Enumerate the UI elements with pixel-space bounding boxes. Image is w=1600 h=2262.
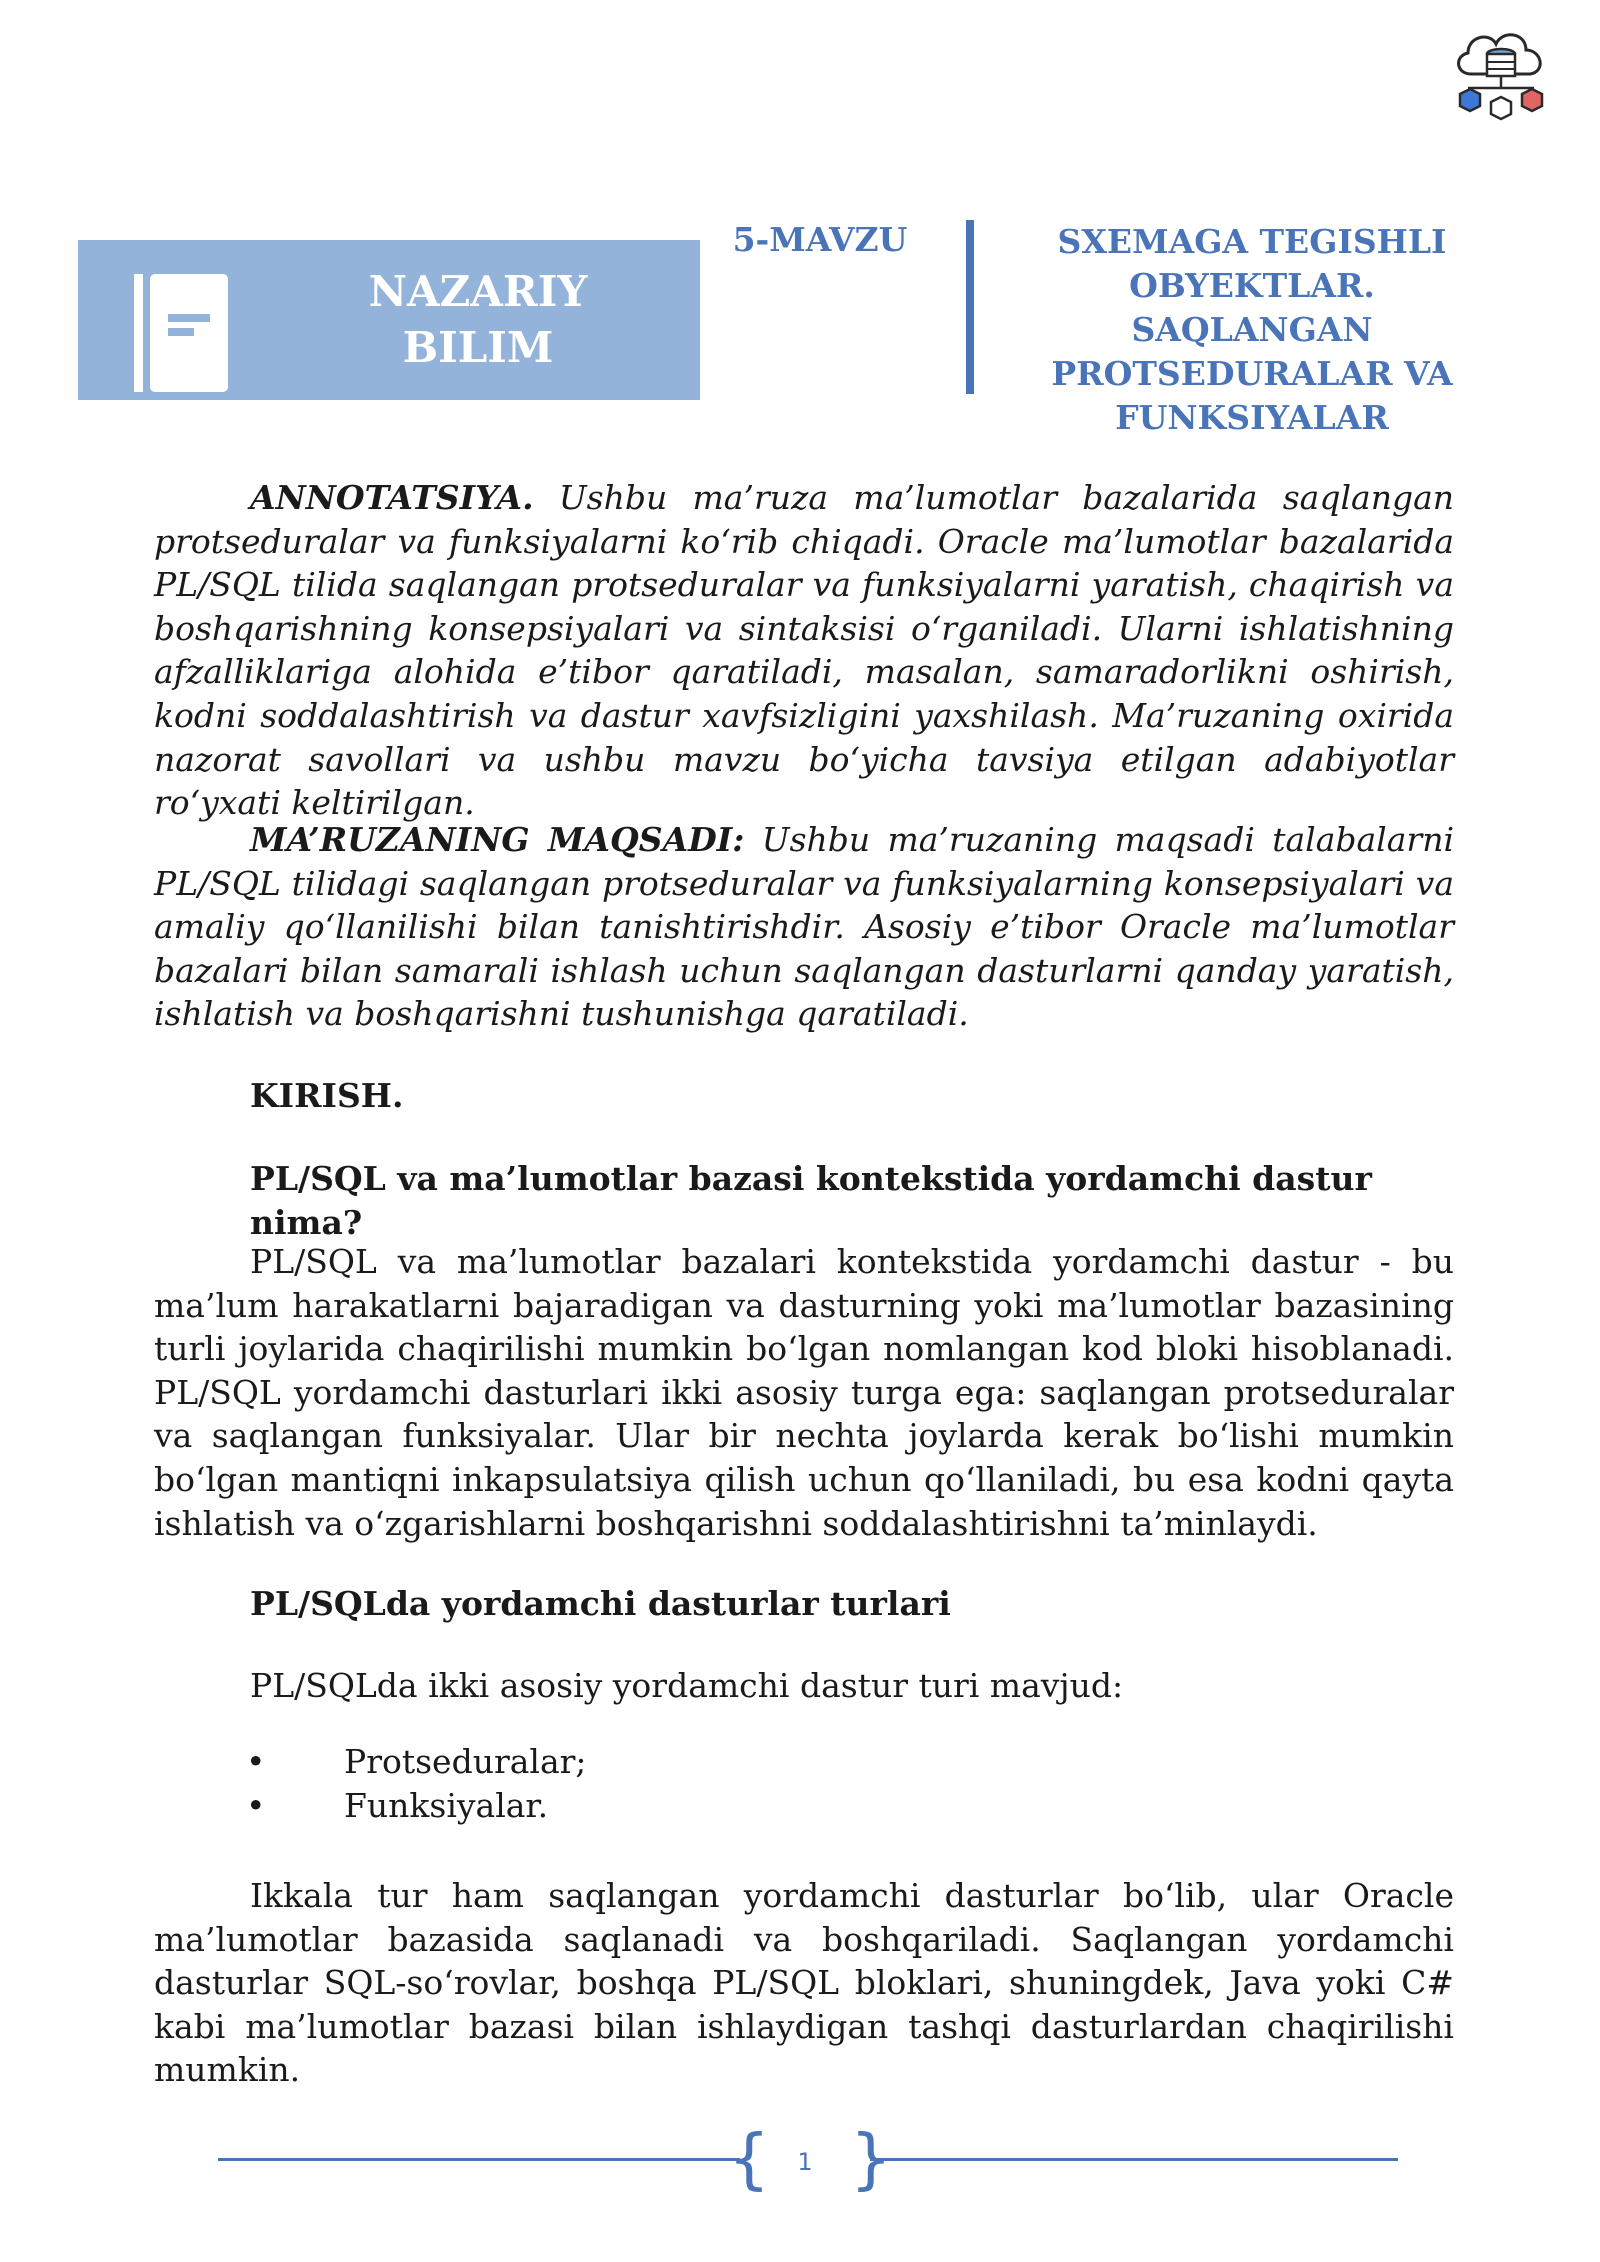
footer-brace-right: } xyxy=(850,2120,892,2197)
goal-paragraph xyxy=(154,818,1454,1036)
banner-title xyxy=(328,250,628,390)
book-icon xyxy=(134,274,228,392)
banner-title-line2: BILIM xyxy=(402,323,554,372)
banner-title-line1: NAZARIY xyxy=(368,267,588,316)
cloud-database-icon xyxy=(1446,22,1556,132)
goal-label: MA’RUZANING MAQSADI: xyxy=(250,820,745,859)
list-item: • Protseduralar; xyxy=(246,1740,1246,1784)
footer-brace-left: { xyxy=(728,2120,770,2197)
header-divider xyxy=(966,220,974,394)
section-banner xyxy=(78,240,700,400)
topic-title-line: OBYEKTLAR. SAQLANGAN xyxy=(1129,266,1375,349)
question-heading: PL/SQL va ma’lumotlar bazasi kontekstida yordamchi dastur nima? xyxy=(250,1159,1372,1242)
footer-rule-left xyxy=(218,2158,740,2161)
types-heading: PL/SQLda yordamchi dasturlar turlari xyxy=(250,1584,951,1623)
topic-title-line: SXEMAGA TEGISHLI xyxy=(1057,222,1447,261)
closing-paragraph xyxy=(154,1874,1454,2092)
topic-title-line: FUNKSIYALAR xyxy=(1115,398,1389,437)
topic-title-line: PROTSEDURALAR VA xyxy=(1051,354,1453,393)
question-text: PL/SQL va ma’lumotlar bazalari kontekstida yordamchi dastur - bu ma’lum harakatlarni bajaradigan va dasturning yoki ma’lumotlar bazasining turli joylarida chaqirilishi mumkin boʻlgan nomlangan kod bloki hisoblanadi. PL/SQL yordamchi dasturlari ikki asosiy turga ega: saqlangan protseduralar va saqlangan funksiyalar. Ular bir nechta joylarda kerak boʻlishi mumkin boʻlgan mantiqni inkapsulatsiya qilish uchun qoʻllaniladi, bu esa kodni qayta ishlatish va oʻzgarishlarni boshqarishni soddalashtirishni ta’minlaydi. xyxy=(154,1242,1454,1543)
topic-title xyxy=(1012,220,1492,440)
closing-text: Ikkala tur ham saqlangan yordamchi dasturlar boʻlib, ular Oracle ma’lumotlar bazasida saqlanadi va boshqariladi. Saqlangan yordamchi dasturlar SQL-soʻrovlar, boshqa PL/SQL bloklari, shuningdek, Java yoki C# kabi ma’lumotlar bazasi bilan ishlaydigan tashqi dasturlardan chaqirilishi mumkin. xyxy=(154,1876,1454,2090)
annotation-paragraph xyxy=(154,476,1454,825)
question-paragraph xyxy=(154,1240,1454,1545)
annotation-text: Ushbu ma’ruza ma’lumotlar bazalarida saqlangan protseduralar va funksiyalarni koʻrib chiqadi. Oracle ma’lumotlar bazalarida PL/SQL tilida saqlangan protseduralar va funksiyalarni yaratish, chaqirish va boshqarishning konsepsiyalari va sintaksisi oʻrganiladi. Ularni ishlatishning afzalliklariga alohida e’tibor qaratiladi, masalan, samaradorlikni oshirish, kodni soddalashtirish va dastur xavfsizligini yaxshilash. Ma’ruzaning oxirida nazorat savollari va ushbu mavzu boʻyicha tavsiya etilgan adabiyotlar roʻyxati keltirilgan. xyxy=(154,478,1454,823)
list-item: • Funksiyalar. xyxy=(246,1784,1246,1828)
topic-number: 5-MAVZU xyxy=(732,220,908,259)
footer-rule-right xyxy=(870,2158,1398,2161)
types-intro: PL/SQLda ikki asosiy yordamchi dastur turi mavjud: xyxy=(250,1666,1124,1705)
annotation-label: ANNOTATSIYA. xyxy=(250,478,534,517)
page-number: 1 xyxy=(797,2148,813,2176)
types-list xyxy=(246,1740,1246,1828)
goal-text: Ushbu ma’ruzaning maqsadi talabalarni PL/SQL tilidagi saqlangan protseduralar va funksiyalarning konsepsiyalari va amaliy qoʻllanilishi bilan tanishtirishdir. Asosiy e’tibor Oracle ma’lumotlar bazalari bilan samarali ishlash uchun saqlangan dasturlarni qanday yaratish, ishlatish va boshqarishni tushunishga qaratiladi. xyxy=(154,820,1454,1034)
intro-heading: KIRISH. xyxy=(250,1076,404,1115)
